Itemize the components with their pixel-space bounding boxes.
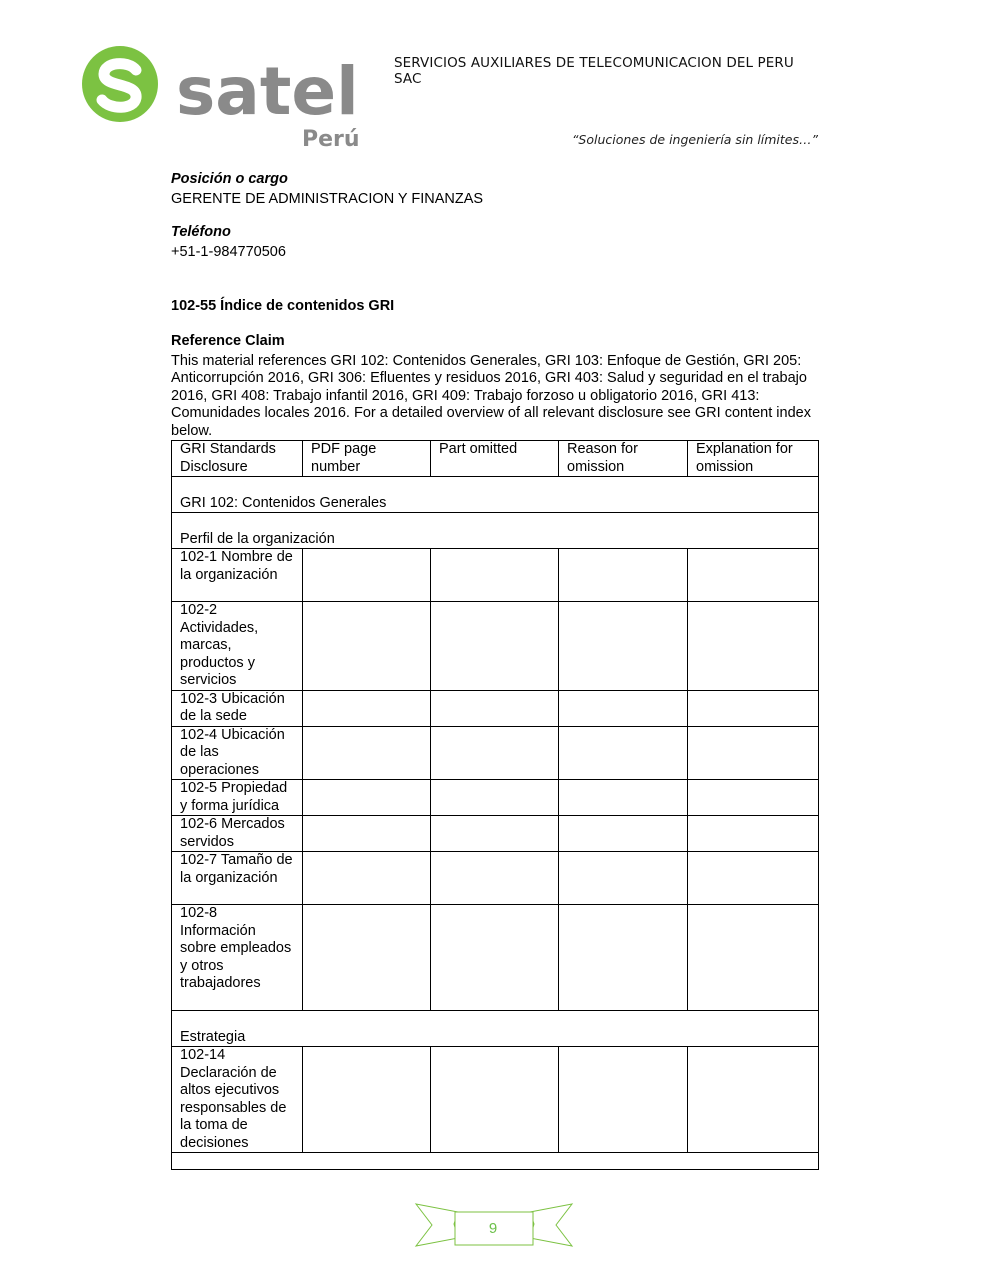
empty-cell — [559, 690, 688, 726]
phone-block — [171, 224, 286, 261]
empty-cell — [688, 690, 819, 726]
reference-text: This material references GRI 102: Contenidos Generales, GRI 103: Enfoque de Gestión, GRI 205: Anticorrupción 2016, GRI 306: Efluentes y residuos 2016, GRI 403: Salud y seguridad en el trabajo 2016, GRI 408: Trabajo infantil 2016, GRI 409: Trabajo forzoso u obligatorio 2016, GRI 413: Comunidades locales 2016. For a detailed overview of all relevant disclosure see GRI content index below. — [171, 352, 811, 439]
disclosure-cell: 102-4 Ubicación de las operaciones — [172, 726, 303, 780]
position-label: Posición o cargo — [171, 171, 288, 187]
table-row — [172, 690, 819, 726]
table-row — [172, 726, 819, 780]
header-cell: PDF page number — [303, 441, 431, 477]
table-row — [172, 1153, 819, 1170]
empty-cell — [688, 816, 819, 852]
table-row — [172, 816, 819, 852]
empty-footer-cell — [172, 1153, 819, 1170]
empty-cell — [559, 549, 688, 602]
empty-cell — [431, 780, 559, 816]
section-cell-gri102: GRI 102: Contenidos Generales — [172, 477, 819, 513]
phone-label: Teléfono — [171, 224, 231, 240]
empty-cell — [303, 816, 431, 852]
empty-cell — [431, 690, 559, 726]
table-row — [172, 852, 819, 905]
table-row — [172, 780, 819, 816]
empty-cell — [559, 726, 688, 780]
disclosure-cell: 102-14 Declaración de altos ejecutivos responsables de la toma de decisiones — [172, 1047, 303, 1153]
empty-cell — [303, 780, 431, 816]
section-row — [172, 1011, 819, 1047]
section-row — [172, 513, 819, 549]
empty-cell — [688, 602, 819, 691]
empty-cell — [431, 602, 559, 691]
logo-subtext: Perú — [302, 127, 360, 152]
position-block — [171, 171, 483, 208]
logo-text: satel — [176, 53, 359, 130]
section-cell-perfil: Perfil de la organización — [172, 513, 819, 549]
section-cell-estrategia: Estrategia — [172, 1011, 819, 1047]
satel-logo — [80, 44, 380, 154]
empty-cell — [688, 780, 819, 816]
empty-cell — [303, 690, 431, 726]
tagline: “Soluciones de ingeniería sin límites…” — [571, 132, 818, 147]
empty-cell — [303, 726, 431, 780]
table-row — [172, 1047, 819, 1153]
phone-value: +51-1-984770506 — [171, 243, 286, 260]
table-row — [172, 905, 819, 1011]
gri-index-table — [171, 440, 819, 1170]
company-name: SERVICIOS AUXILIARES DE TELECOMUNICACION DEL PERU SAC — [394, 55, 794, 87]
empty-cell — [688, 549, 819, 602]
empty-cell — [559, 905, 688, 1011]
page-number: 9 — [488, 1220, 498, 1237]
header-cell: Reason for omission — [559, 441, 688, 477]
empty-cell — [431, 852, 559, 905]
table-row — [172, 549, 819, 602]
disclosure-cell: 102-8 Información sobre empleados y otros trabajadores — [172, 905, 303, 1011]
empty-cell — [559, 852, 688, 905]
empty-cell — [559, 816, 688, 852]
empty-cell — [688, 905, 819, 1011]
empty-cell — [303, 852, 431, 905]
empty-cell — [559, 602, 688, 691]
empty-cell — [688, 726, 819, 780]
reference-claim — [171, 333, 819, 440]
empty-cell — [688, 1047, 819, 1153]
empty-cell — [303, 1047, 431, 1153]
disclosure-cell: 102-6 Mercados servidos — [172, 816, 303, 852]
empty-cell — [559, 780, 688, 816]
empty-cell — [303, 905, 431, 1011]
disclosure-cell: 102-5 Propiedad y forma jurídica — [172, 780, 303, 816]
section-title: 102-55 Índice de contenidos GRI — [171, 298, 395, 314]
empty-cell — [559, 1047, 688, 1153]
disclosure-cell: 102-2 Actividades, marcas, productos y servicios — [172, 602, 303, 691]
empty-cell — [431, 816, 559, 852]
position-value: GERENTE DE ADMINISTRACION Y FINANZAS — [171, 190, 484, 207]
disclosure-cell: 102-1 Nombre de la organización — [172, 549, 303, 602]
empty-cell — [431, 726, 559, 780]
header-cell: GRI Standards Disclosure — [172, 441, 303, 477]
disclosure-cell: 102-7 Tamaño de la organización — [172, 852, 303, 905]
empty-cell — [303, 602, 431, 691]
empty-cell — [431, 1047, 559, 1153]
table-header-row — [172, 441, 819, 477]
empty-cell — [431, 905, 559, 1011]
header-cell: Explanation for omission — [688, 441, 819, 477]
reference-heading: Reference Claim — [171, 333, 285, 349]
table-row — [172, 602, 819, 691]
empty-cell — [688, 852, 819, 905]
empty-cell — [303, 549, 431, 602]
header-cell: Part omitted — [431, 441, 559, 477]
empty-cell — [431, 549, 559, 602]
section-row — [172, 477, 819, 513]
disclosure-cell: 102-3 Ubicación de la sede — [172, 690, 303, 726]
